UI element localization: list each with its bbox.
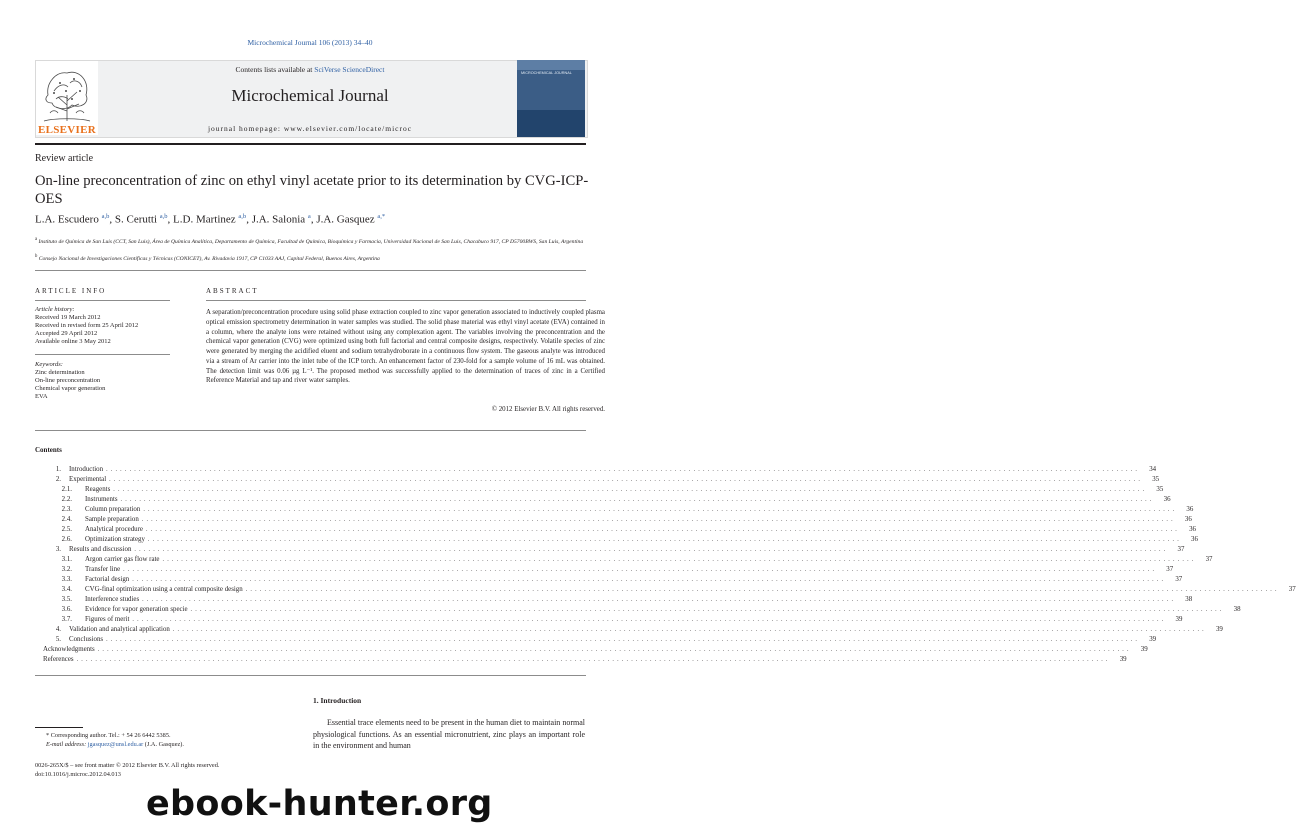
toc-entry-title[interactable]: Evidence for vapor generation specie (72, 605, 191, 615)
toc-entry-title[interactable]: Transfer line (72, 565, 123, 575)
toc-entry-title[interactable]: CVG-final optimization using a central composite design (72, 585, 246, 595)
affiliation-text: Instituto de Química de San Luis (CCT, San Luis), Área de Química Analítica, Departamento de Química, Facultad de Química, Bioquímica y Farmacia, Universidad Nacional de San Luis, Chacabuco 917, CP D5700BWS, San Luis, Argentina (38, 238, 584, 245)
email-link[interactable]: jgasquez@unsl.edu.ar (87, 741, 144, 748)
journal-cover-header (517, 60, 585, 70)
contents-heading: Contents (35, 446, 62, 454)
toc-leader-dots: ............................................................................................................................................................................................................................ (172, 627, 1207, 634)
toc-entry-number: 3.3. (61, 576, 72, 584)
author-affiliation-marker[interactable]: a,* (377, 213, 386, 220)
author-separator: , (109, 213, 115, 226)
toc-entry-number: 3.7. (61, 616, 72, 624)
toc-entry-number: 1. (55, 466, 61, 473)
toc-entry[interactable] (35, 635, 1157, 645)
toc-entry-page[interactable]: 35 (1156, 486, 1164, 494)
author-affiliation-marker[interactable]: a,b (101, 213, 110, 220)
toc-entry-page[interactable]: 37 (1175, 576, 1183, 584)
history-received: Received 19 March 2012 (35, 314, 101, 321)
contents-prefix: Contents lists available at (235, 65, 315, 74)
toc-leader-dots: ............................................................................................................................................................................................................................ (134, 547, 1169, 554)
toc-entry-number: 3. (55, 546, 61, 554)
journal-cover-band (517, 110, 585, 137)
introduction-text: Essential trace elements need to be present in the human diet to maintain normal physiological functions. As an essential micronutrient, zinc plays an important role in the environment and human (313, 718, 585, 750)
toc-entry-title[interactable]: Experimental (61, 475, 109, 485)
author-name[interactable]: L.D. Martinez (173, 213, 236, 226)
toc-leader-dots: ............................................................................................................................................................................................................................ (142, 597, 1177, 604)
article-title: On-line preconcentration of zinc on ethyl vinyl acetate prior to its determination by CVG-ICP-OES (35, 173, 589, 207)
toc-entry-title[interactable]: Column preparation (72, 505, 143, 515)
toc-entry-page[interactable]: 37 (1288, 586, 1296, 594)
article-type: Review article (35, 153, 94, 164)
toc-entry-number: 3.6. (61, 606, 72, 614)
history-label: Article history: (35, 306, 75, 313)
header-divider (35, 143, 586, 145)
toc-entry-title[interactable]: Results and discussion (61, 545, 134, 555)
toc-entry-title[interactable]: Interference studies (72, 595, 142, 605)
abstract-copyright: © 2012 Elsevier B.V. All rights reserved. (491, 406, 605, 413)
toc-entry[interactable] (35, 555, 1213, 565)
toc-entry-number: 5. (55, 636, 61, 644)
toc-entry-title[interactable]: Argon carrier gas flow rate (72, 555, 163, 565)
section-heading-introduction: 1. Introduction (313, 696, 362, 705)
author-list (35, 213, 595, 226)
affiliation-a (35, 236, 590, 246)
toc-leader-dots: ............................................................................................................................................................................................................................ (132, 577, 1167, 584)
toc-leader-dots: ............................................................................................................................................................................................................................ (190, 607, 1225, 614)
email-label: E-mail address: (46, 741, 88, 748)
author-separator: , (310, 213, 317, 226)
keyword: EVA (35, 393, 48, 400)
toc-entry-number: 2.5. (61, 526, 72, 534)
affiliation-divider (35, 270, 586, 271)
affiliation-text: Consejo Nacional de Investigaciones Científicas y Técnicas (CONICET), Av. Rivadavia 1917, CP C1033 AAJ, Capital Federal, Buenos Aires, Argentina (38, 255, 380, 262)
toc-entry-number: 2.4. (61, 516, 72, 524)
abstract-rule (206, 300, 586, 301)
toc-entry-page[interactable]: 39 (1119, 656, 1127, 664)
contents-availability (100, 65, 520, 74)
toc-entry[interactable] (35, 515, 1192, 525)
toc-entry[interactable] (35, 525, 1196, 535)
toc-entry-title[interactable]: Introduction (61, 465, 106, 475)
toc-entry[interactable] (35, 545, 1185, 555)
toc-leader-dots: ............................................................................................................................................................................................................................ (120, 497, 1155, 504)
issn-line: 0026-265X/$ – see front matter © 2012 Elsevier B.V. All rights reserved. (35, 762, 220, 769)
contents-divider (35, 430, 586, 431)
author-separator: , (246, 213, 252, 226)
toc-entry-number: 2.1. (61, 486, 72, 494)
toc-entry-title[interactable]: Analytical procedure (72, 525, 146, 535)
toc-entry-number: 4. (55, 626, 61, 634)
toc-entry-number: 2.3. (61, 506, 72, 514)
toc-entry[interactable] (35, 475, 1160, 485)
toc-entry[interactable] (35, 505, 1194, 515)
toc-leader-dots: ............................................................................................................................................................................................................................ (145, 527, 1180, 534)
journal-title: Microchemical Journal (231, 86, 389, 105)
author-affiliation-marker[interactable]: a,b (159, 213, 168, 220)
author-affiliation-marker[interactable]: a (307, 213, 311, 220)
keywords (35, 361, 170, 401)
toc-entry[interactable] (35, 615, 1183, 625)
toc-entry[interactable] (35, 655, 1127, 665)
toc-entry-page[interactable]: 36 (1184, 516, 1192, 524)
elsevier-logo-text: ELSEVIER (37, 124, 97, 136)
toc-entry-page[interactable]: 37 (1205, 556, 1213, 564)
toc-entry-page[interactable]: 39 (1215, 626, 1223, 634)
toc-leader-dots: ............................................................................................................................................................................................................................ (106, 637, 1141, 644)
footnote-rule (35, 727, 83, 728)
toc-entry-page[interactable]: 34 (1149, 466, 1157, 473)
journal-homepage[interactable]: journal homepage: www.elsevier.com/locate/microc (207, 124, 413, 133)
toc-entry-title[interactable]: Conclusions (61, 635, 106, 645)
toc-entry-title[interactable]: Figures of merit (72, 615, 132, 625)
keyword: On-line preconcentration (35, 377, 101, 384)
history-accepted: Accepted 29 April 2012 (35, 330, 98, 337)
toc-leader-dots: ............................................................................................................................................................................................................................ (245, 587, 1280, 594)
toc-leader-dots: ............................................................................................................................................................................................................................ (106, 467, 1141, 473)
toc-leader-dots: ............................................................................................................................................................................................................................ (143, 507, 1178, 514)
toc-entry-page[interactable]: 36 (1186, 506, 1194, 514)
corresponding-author-note: * Corresponding author. Tel.: + 54 26 6442 5385. (46, 732, 171, 739)
toc-entry-page[interactable]: 37 (1177, 546, 1185, 554)
toc-leader-dots: ............................................................................................................................................................................................................................ (147, 537, 1182, 544)
author-name[interactable]: J.A. Gasquez (316, 213, 375, 226)
history-online: Available online 3 May 2012 (35, 338, 111, 345)
toc-leader-dots: ............................................................................................................................................................................................................................ (109, 477, 1144, 484)
toc-entry[interactable] (35, 595, 1193, 605)
doi-link[interactable]: doi:10.1016/j.microc.2012.04.013 (35, 771, 121, 778)
toc-entry-title[interactable]: References (35, 655, 77, 665)
toc-entry[interactable] (35, 645, 1148, 655)
journal-reference[interactable]: Microchemical Journal 106 (2013) 34–40 (247, 38, 373, 47)
toc-entry-page[interactable]: 35 (1152, 476, 1160, 484)
toc-leader-dots: ............................................................................................................................................................................................................................ (141, 517, 1176, 524)
toc-leader-dots: ............................................................................................................................................................................................................................ (97, 647, 1132, 654)
email-note (46, 740, 296, 749)
email-suffix: (J.A. Gasquez). (143, 741, 184, 748)
toc-entry-number: 3.2. (61, 566, 72, 574)
toc-entry-page[interactable]: 37 (1166, 566, 1174, 574)
table-of-contents (35, 465, 1296, 665)
toc-entry[interactable] (35, 535, 1198, 545)
author-affiliation-marker[interactable]: a,b (238, 213, 247, 220)
toc-bottom-divider (35, 675, 586, 676)
sciencedirect-link[interactable]: SciVerse ScienceDirect (314, 65, 385, 74)
toc-entry[interactable] (35, 565, 1174, 575)
toc-entry-title[interactable]: Factorial design (72, 575, 132, 585)
toc-entry-title[interactable]: Acknowledgments (35, 645, 98, 655)
article-history (35, 306, 170, 346)
toc-entry[interactable] (35, 485, 1164, 495)
keyword: Chemical vapor generation (35, 385, 106, 392)
toc-entry-number: 2.2. (61, 496, 72, 504)
toc-entry-page[interactable]: 36 (1189, 526, 1196, 534)
affiliation-marker: b (35, 254, 38, 259)
toc-entry-page[interactable]: 38 (1233, 606, 1241, 614)
toc-entry[interactable] (35, 585, 1296, 595)
toc-entry-page[interactable]: 39 (1149, 636, 1157, 644)
keywords-label: Keywords: (35, 361, 63, 368)
abstract-heading: ABSTRACT (206, 287, 259, 295)
toc-entry-title[interactable]: Validation and analytical application (61, 625, 173, 635)
toc-leader-dots: ............................................................................................................................................................................................................................ (123, 567, 1158, 574)
toc-entry-page[interactable]: 36 (1191, 536, 1198, 544)
toc-entry-title[interactable]: Optimization strategy (72, 535, 148, 545)
toc-entry[interactable] (35, 465, 1157, 475)
toc-entry-number: 3.4. (61, 586, 72, 594)
toc-entry[interactable] (35, 575, 1183, 585)
abstract-text: A separation/preconcentration procedure using solid phase extraction coupled to zinc vapor generation associated to inductively coupled plasma optical emission spectrometry determination in water samples was studied. The solid phase material was ethyl vinyl acetate (EVA) contained in a column, where the analyte ions were retained without using any complexation agent. The variables involving the preconcentration and the chemical vapor generation (CVG) were optimized using both full factorial and central composite designs, respectively. Volatile species of zinc were generated by merging the acidified eluent and sodium tetrahydroborate in a continuous flow system. The gaseous analyte was introduced via a stream of Ar carrier into the inlet tube of the ICP torch. An enhancement factor of 230-fold for a sample volume of 16 mL was obtained. The detection limit was 0.06 µg L⁻¹. The proposed method was successfully applied to the determination of traces of zinc in a Certified Reference Material and tap and river water samples. (206, 309, 605, 385)
toc-entry-page[interactable]: 36 (1163, 496, 1171, 504)
toc-entry-page[interactable]: 38 (1185, 596, 1193, 604)
author-name[interactable]: S. Cerutti (114, 213, 158, 226)
toc-entry-number: 3.5. (61, 596, 72, 604)
toc-entry-title[interactable]: Reagents (72, 485, 113, 495)
toc-entry-number: 2. (55, 476, 61, 484)
article-info-heading: ARTICLE INFO (35, 287, 107, 295)
keyword: Zinc determination (35, 369, 85, 376)
toc-entry[interactable] (35, 495, 1171, 505)
affiliation-marker: a (35, 237, 38, 242)
toc-leader-dots: ............................................................................................................................................................................................................................ (162, 557, 1197, 564)
watermark: ebook-hunter.org (146, 784, 493, 824)
toc-entry-page[interactable]: 39 (1140, 646, 1148, 654)
toc-entry-number: 3.1. (61, 556, 72, 564)
toc-entry-title[interactable]: Instruments (72, 495, 121, 505)
author-separator: , (167, 213, 174, 226)
toc-leader-dots: ............................................................................................................................................................................................................................ (76, 657, 1111, 664)
toc-entry[interactable] (35, 605, 1241, 615)
journal-cover-title: MICROCHEMICAL JOURNAL (521, 71, 572, 75)
author-name[interactable]: J.A. Salonia (251, 213, 306, 226)
toc-entry-page[interactable]: 39 (1175, 616, 1183, 624)
toc-leader-dots: ............................................................................................................................................................................................................................ (113, 487, 1148, 494)
history-revised: Received in revised form 25 April 2012 (35, 322, 139, 329)
article-info-rule (35, 300, 170, 301)
toc-entry[interactable] (35, 625, 1223, 635)
keywords-rule (35, 354, 170, 355)
toc-entry-title[interactable]: Sample preparation (72, 515, 142, 525)
author-name[interactable]: L.A. Escudero (35, 213, 99, 226)
affiliation-b (35, 253, 590, 263)
toc-entry-number: 2.6. (61, 536, 72, 544)
toc-leader-dots: ............................................................................................................................................................................................................................ (132, 617, 1167, 624)
